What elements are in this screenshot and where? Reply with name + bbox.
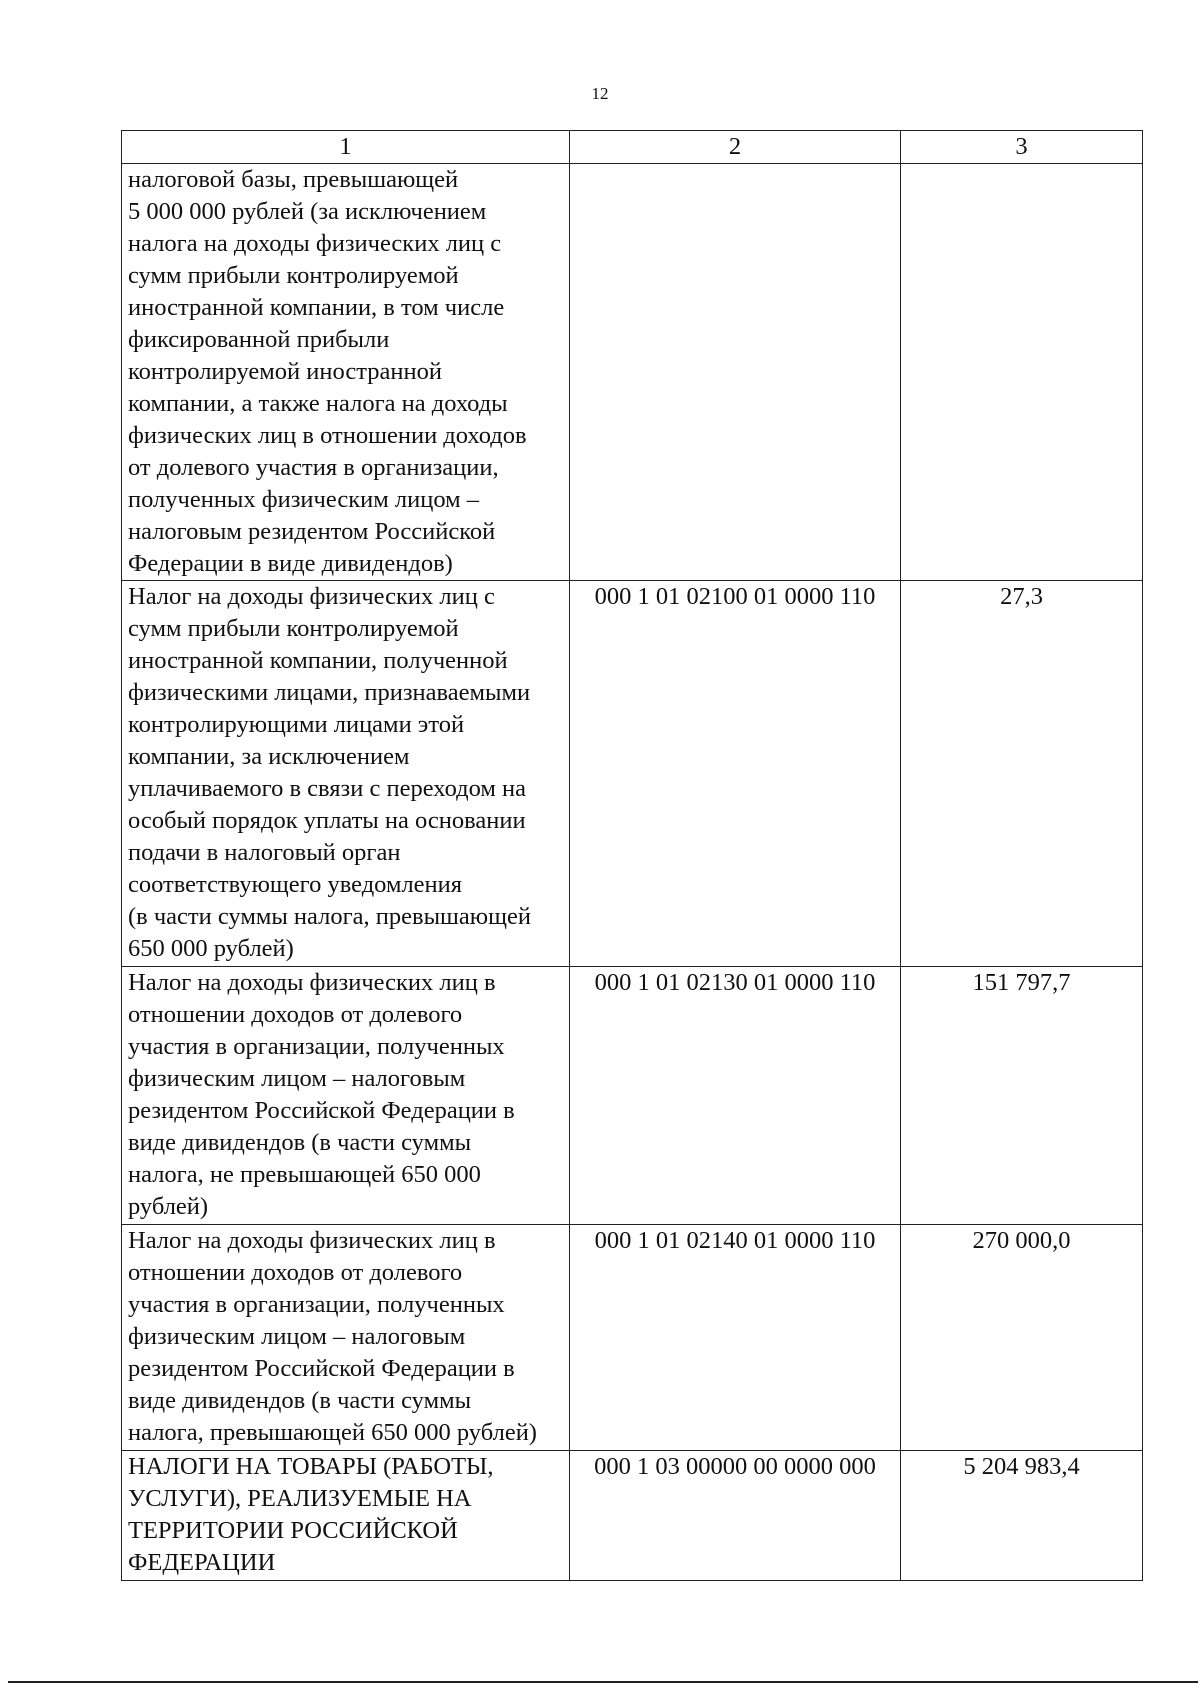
income-code-cell: 000 1 01 02100 01 0000 110 [570,581,901,967]
column-header-2: 2 [570,131,901,164]
table-row [122,164,1143,581]
table-row [122,1451,1143,1581]
column-header-1: 1 [122,131,570,164]
income-amount-cell: 27,3 [901,581,1143,967]
income-name-cell: налоговой базы, превышающей 5 000 000 рублей (за исключением налога на доходы физических лиц с сумм прибыли контролируемой иностранной компании, в том числе фиксированной прибыли контролируемой иностранной компании, а также налога на доходы физических лиц в отношении доходов от долевого участия в организации, полученных физическим лицом – налоговым резидентом Российской Федерации в виде дивидендов) [122,164,570,581]
table-row [122,581,1143,967]
income-amount-cell: 151 797,7 [901,967,1143,1225]
column-header-3: 3 [901,131,1143,164]
income-amount-cell: 5 204 983,4 [901,1451,1143,1581]
income-code-cell: 000 1 01 02130 01 0000 110 [570,967,901,1225]
income-code-cell [570,164,901,581]
income-name-cell: Налог на доходы физических лиц с сумм прибыли контролируемой иностранной компании, полученной физическими лицами, признаваемыми контролирующими лицами этой компании, за исключением уплачиваемого в связи с переходом на особый порядок уплаты на основании подачи в налоговый орган соответствующего уведомления (в части суммы налога, превышающей 650 000 рублей) [122,581,570,967]
income-code-cell: 000 1 03 00000 00 0000 000 [570,1451,901,1581]
page-bottom-rule [8,1681,1198,1683]
income-name-cell: Налог на доходы физических лиц в отношении доходов от долевого участия в организации, полученных физическим лицом – налоговым резидентом Российской Федерации в виде дивидендов (в части суммы налога, превышающей 650 000 рублей) [122,1225,570,1451]
income-amount-cell [901,164,1143,581]
budget-revenue-table [121,130,1143,1581]
income-code-cell: 000 1 01 02140 01 0000 110 [570,1225,901,1451]
income-amount-cell: 270 000,0 [901,1225,1143,1451]
page-number: 12 [591,84,609,103]
table-header-row [122,131,1143,164]
table-row [122,967,1143,1225]
income-name-cell: Налог на доходы физических лиц в отношении доходов от долевого участия в организации, полученных физическим лицом – налоговым резидентом Российской Федерации в виде дивидендов (в части суммы налога, не превышающей 650 000 рублей) [122,967,570,1225]
income-name-cell: НАЛОГИ НА ТОВАРЫ (РАБОТЫ, УСЛУГИ), РЕАЛИЗУЕМЫЕ НА ТЕРРИТОРИИ РОССИЙСКОЙ ФЕДЕРАЦИИ [122,1451,570,1581]
table-row [122,1225,1143,1451]
